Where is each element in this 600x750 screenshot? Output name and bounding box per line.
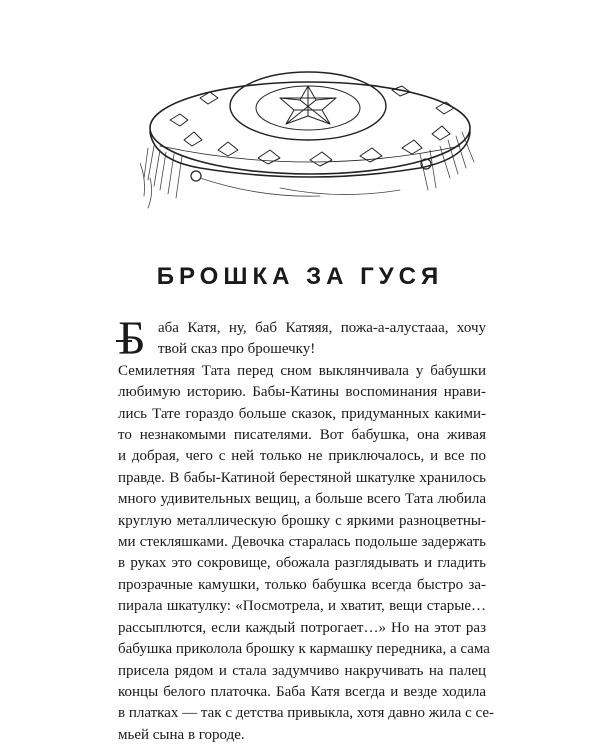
text-line: в руках это сокровище, обожала разглядывать и гладить (118, 555, 486, 572)
text-line: бабушка приколола брошку к кармашку передника, а сама (118, 641, 490, 658)
drop-cap: Б (118, 312, 146, 365)
text-line: в платках — так с детства привыкла, хотя давно жила с се- (118, 705, 494, 722)
text-line: рассыплются, если каждый потрогает…» Но на этот раз (118, 619, 486, 636)
text-line: прозрачные камушки, только бабушка всегда быстро за- (118, 576, 486, 593)
text-line: правде. В бабы-Катиной берестяной шкатулке хранилось (118, 469, 486, 486)
text-line: Семилетняя Тата перед сном выклянчивала у бабушки (118, 362, 486, 379)
text-line: Б аба Катя, ну, баб Катяяя, пожа-а-алустааа, хочу (118, 312, 486, 365)
text-line: лись Тате гораздо больше сказок, придуманных какими- (118, 405, 486, 422)
text-line: то незнакомыми писателями. Вот бабушка, она живая (118, 427, 486, 444)
brooch-illustration (140, 28, 480, 218)
text-line: присела рядом и стала задумчиво накручивать на палец (118, 662, 486, 679)
text-line: твой сказ про брошечку! (158, 341, 316, 358)
body-text (118, 312, 494, 746)
chapter-title: БРОШКА ЗА ГУСЯ (156, 263, 444, 290)
text-line: концы белого платочка. Баба Катя всегда и везде ходила (118, 683, 486, 700)
text-line: круглую металлическую брошку с яркими разноцветны- (118, 512, 486, 529)
text-line: и добрая, чего с ней только не приключалось, и все по (118, 448, 486, 465)
text-line: пирала шкатулку: «Посмотрела, и хватит, вещи старые… (118, 598, 486, 615)
text-line: мьей сына в городе. (118, 726, 245, 743)
text-line: любимую историю. Бабы-Катины воспоминания нрави- (118, 384, 486, 401)
text-line: ми стекляшками. Девочка старалась подольше задержать (118, 534, 486, 551)
text-line: много удивительных вещиц, а больше всего Тата любила (118, 491, 486, 508)
